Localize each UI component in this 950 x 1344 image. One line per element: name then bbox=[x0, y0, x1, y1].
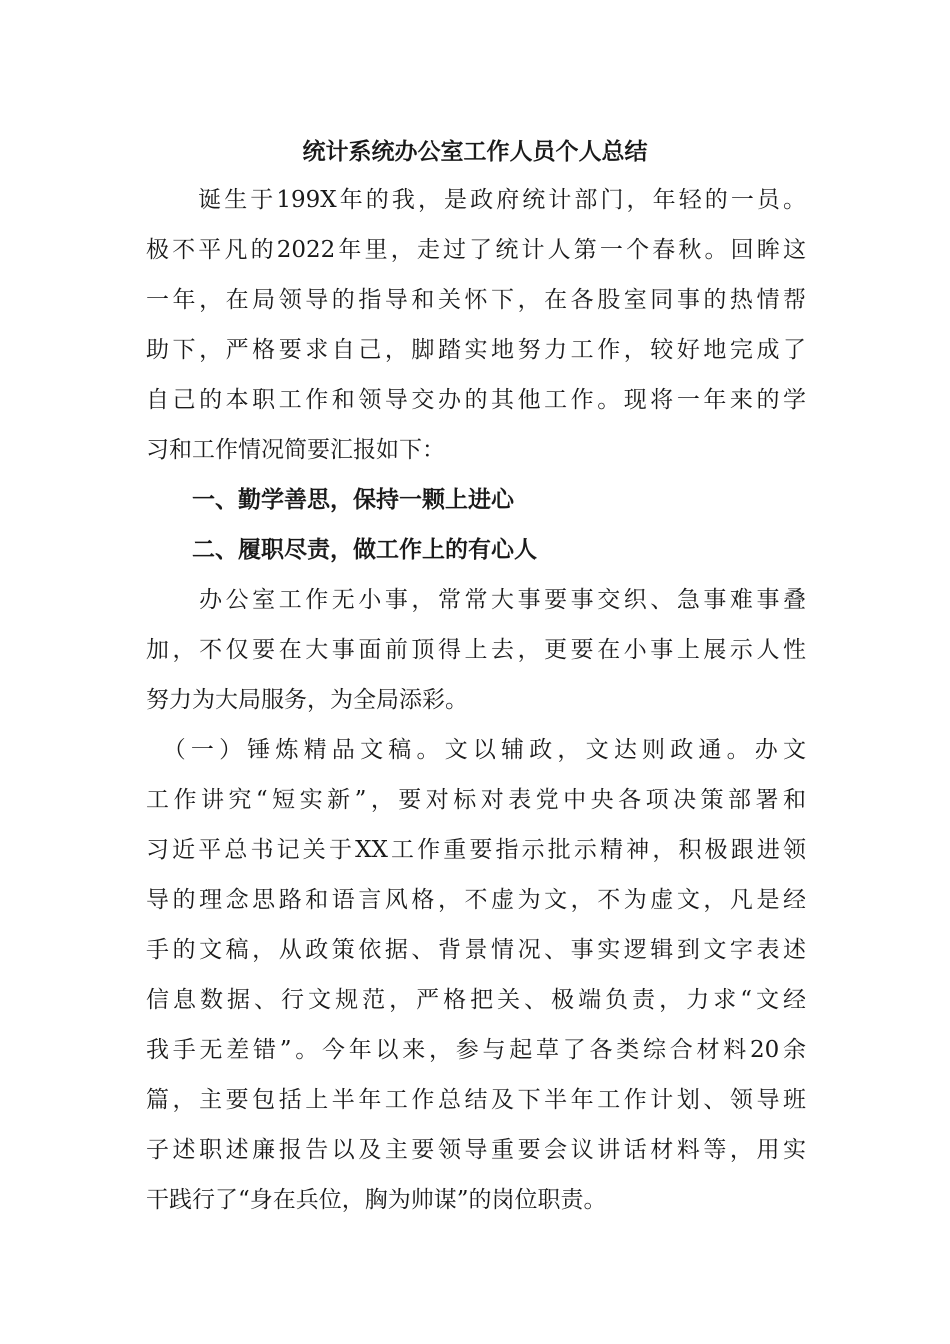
text-line: 干践行了“身在兵位，胸为帅谋”的岗位职责。 bbox=[146, 1187, 607, 1213]
text-line: 篇，主要包括上半年工作总结及下半年工作计划、领导班 bbox=[146, 1087, 806, 1113]
text-line: 加，不仅要在大事面前顶得上去，更要在小事上展示人性 bbox=[146, 637, 806, 663]
text-line: 助下，严格要求自己，脚踏实地努力工作，较好地完成了 bbox=[146, 337, 806, 363]
text-line: 自己的本职工作和领导交办的其他工作。现将一年来的学 bbox=[146, 387, 806, 413]
section-heading: 一、勤学善思，保持一颗上进心 bbox=[192, 487, 514, 513]
document-title: 统计系统办公室工作人员个人总结 bbox=[302, 139, 648, 165]
text-line: 信息数据、行文规范，严格把关、极端负责，力求“文经 bbox=[146, 987, 806, 1013]
text-line: 诞生于199X年的我，是政府统计部门，年轻的一员。 bbox=[146, 187, 806, 213]
text-line: （一）锤炼精品文稿。文以辅政，文达则政通。办文 bbox=[146, 737, 806, 763]
text-line: 办公室工作无小事，常常大事要事交织、急事难事叠 bbox=[146, 587, 806, 613]
text-line: 工作讲究“短实新”，要对标对表党中央各项决策部署和 bbox=[146, 787, 806, 813]
text-line: 习和工作情况简要汇报如下： bbox=[146, 437, 445, 463]
text-line: 极不平凡的2022年里，走过了统计人第一个春秋。回眸这 bbox=[146, 237, 806, 263]
text-line: 手的文稿，从政策依据、背景情况、事实逻辑到文字表述 bbox=[146, 937, 806, 963]
text-line: 导的理念思路和语言风格，不虚为文，不为虚文，凡是经 bbox=[146, 887, 806, 913]
text-line: 我手无差错”。今年以来，参与起草了各类综合材料20余 bbox=[146, 1037, 806, 1063]
text-line: 习近平总书记关于XX工作重要指示批示精神，积极跟进领 bbox=[146, 837, 806, 863]
text-line: 一年，在局领导的指导和关怀下，在各股室同事的热情帮 bbox=[146, 287, 806, 313]
text-line: 子述职述廉报告以及主要领导重要会议讲话材料等，用实 bbox=[146, 1137, 806, 1163]
section-heading: 二、履职尽责，做工作上的有心人 bbox=[192, 537, 537, 563]
text-line: 努力为大局服务，为全局添彩。 bbox=[146, 687, 468, 713]
